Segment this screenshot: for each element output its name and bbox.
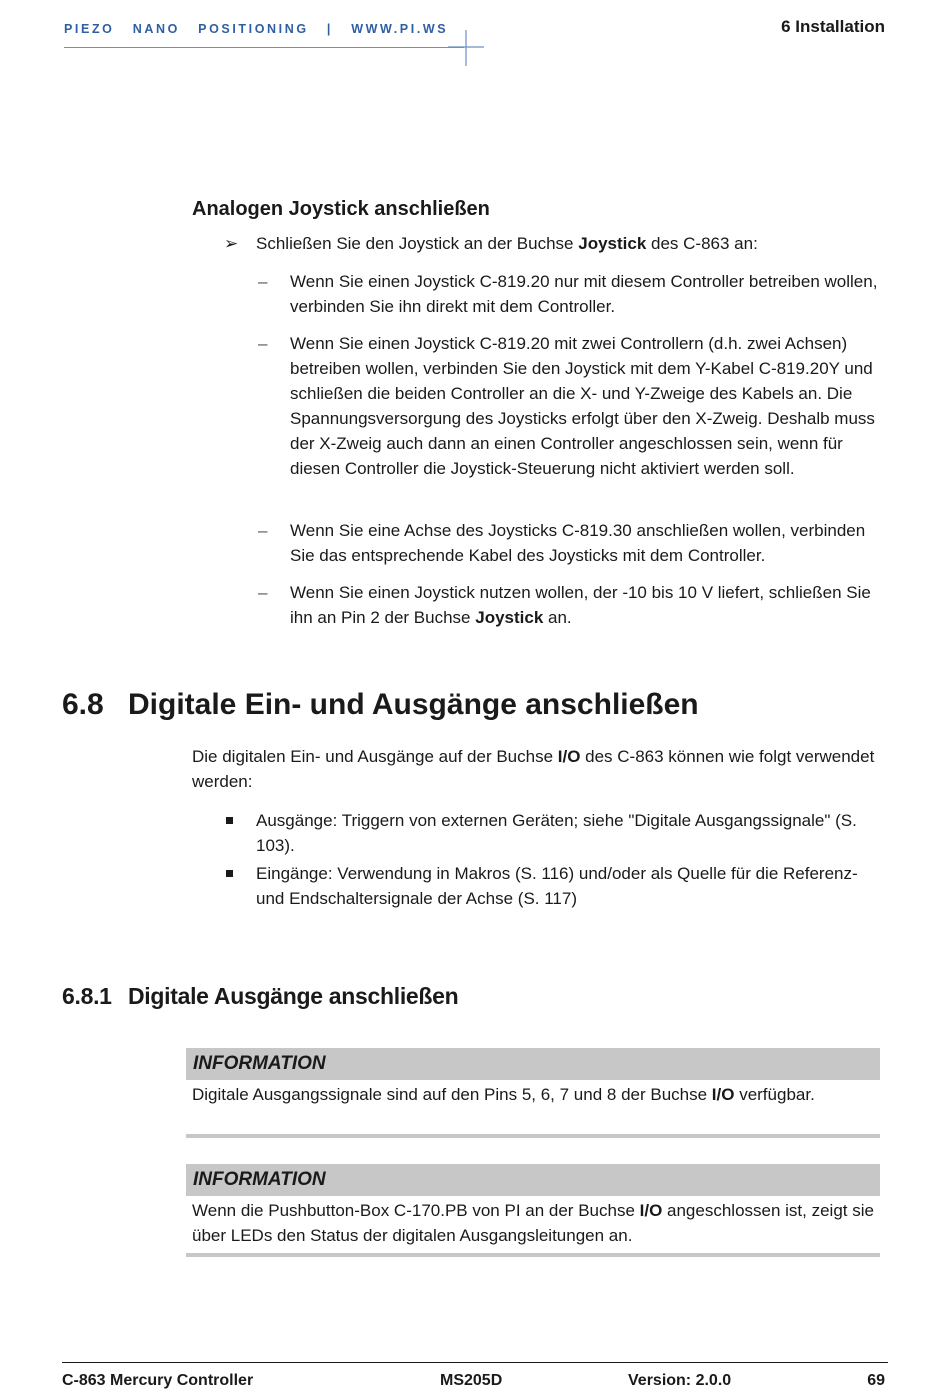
logo-underline (64, 47, 464, 48)
footer-version: Version: 2.0.0 (628, 1372, 732, 1389)
info-box-text: Digitale Ausgangssignale sind auf den Pins 5, 6, 7 und 8 der Buchse I/O verfügbar. (192, 1085, 815, 1104)
info-box-text: Wenn die Pushbutton-Box C-170.PB von PI an der Buchse I/O angeschlossen ist, zeigt sie über LEDs den Status der digitalen Ausgangsleitungen an. (192, 1201, 874, 1245)
footer-doc-id: MS205D (440, 1372, 503, 1389)
company-logo-text: PIEZO NANO POSITIONING | WWW.PI.WS (64, 22, 449, 36)
instruction-text: Schließen Sie den Joystick an der Buchse Joystick des C-863 an: (256, 234, 758, 253)
dash-bullet-icon: – (258, 521, 268, 540)
dash-bullet-icon: – (258, 583, 268, 602)
chapter-title: 6 Installation (781, 17, 885, 36)
info-box-header: INFORMATION (186, 1048, 880, 1080)
info-box-header: INFORMATION (186, 1164, 880, 1196)
footer-rule (62, 1362, 888, 1363)
square-bullet-icon (226, 817, 233, 824)
arrow-bullet-icon: ➢ (224, 234, 239, 253)
joystick-heading: Analogen Joystick anschließen (192, 198, 490, 220)
info-box-divider (186, 1253, 880, 1257)
page-number: 69 (867, 1372, 885, 1389)
info-box-divider (186, 1134, 880, 1138)
dash-bullet-icon: – (258, 272, 268, 291)
square-bullet-icon (226, 870, 233, 877)
crosshair-logo-icon (448, 30, 484, 68)
section-heading-6-8: 6.8 Digitale Ein- und Ausgänge anschließen (62, 688, 699, 721)
section-intro: Die digitalen Ein- und Ausgänge auf der Buchse I/O des C-863 können wie folgt verwendet werden: (192, 747, 875, 791)
dash-bullet-icon: – (258, 334, 268, 353)
section-heading-6-8-1: 6.8.1 Digitale Ausgänge anschließen (62, 983, 459, 1009)
footer-product: C-863 Mercury Controller (62, 1372, 254, 1389)
